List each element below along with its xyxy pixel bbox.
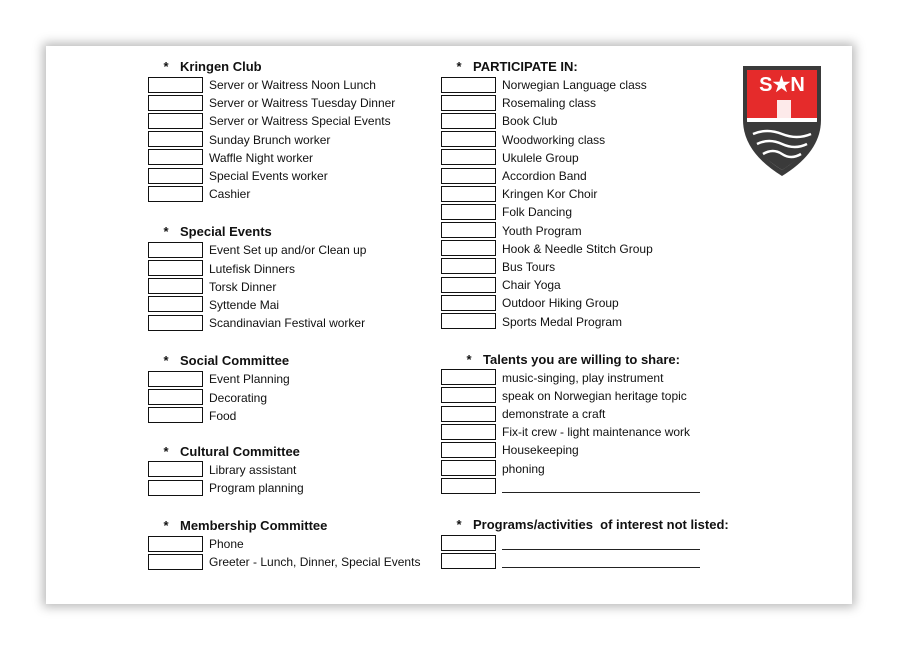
section-heading (148, 517, 448, 535)
checkbox-row (441, 552, 771, 570)
checkbox-row (441, 185, 771, 203)
option-label: Kringen Kor Choir (502, 187, 598, 202)
option-label: phoning (502, 461, 545, 476)
checkbox-row (148, 278, 448, 296)
checkbox[interactable] (148, 554, 203, 570)
section-title: Membership Committee (180, 518, 328, 534)
checkbox[interactable] (148, 168, 203, 184)
option-label: Woodworking class (502, 132, 606, 147)
option-label: Decorating (209, 390, 268, 405)
checkbox[interactable] (148, 95, 203, 111)
checkbox-row (441, 441, 771, 459)
checkbox-row (441, 405, 771, 423)
option-label: Chair Yoga (502, 278, 561, 293)
section-heading (148, 443, 448, 461)
option-label: Greeter - Lunch, Dinner, Special Events (209, 555, 421, 570)
option-label: Book Club (502, 114, 558, 129)
option-label: Server or Waitress Special Events (209, 114, 391, 129)
checkbox[interactable] (148, 480, 203, 496)
checkbox-row (441, 112, 771, 130)
checkbox[interactable] (441, 95, 496, 111)
checkbox-row (148, 149, 448, 167)
option-label: demonstrate a craft (502, 407, 606, 422)
checkbox-row (148, 314, 448, 332)
write-in-line[interactable] (502, 555, 700, 568)
section-title: Social Committee (180, 353, 290, 369)
asterisk: * (163, 443, 169, 459)
option-label: Youth Program (502, 223, 582, 238)
spacer (148, 425, 448, 443)
signup-form-sheet (46, 46, 852, 604)
checkbox[interactable] (148, 131, 203, 147)
option-label: Sports Medal Program (502, 314, 623, 329)
checkbox-row (148, 461, 448, 479)
checkbox-row (148, 112, 448, 130)
section-talents (441, 351, 771, 496)
checkbox[interactable] (441, 387, 496, 403)
option-label: Ukulele Group (502, 150, 579, 165)
option-label: Phone (209, 537, 244, 552)
section-cultural-committee (148, 443, 448, 497)
option-label: Syttende Mai (209, 297, 280, 312)
checkbox-row (148, 76, 448, 94)
checkbox[interactable] (441, 77, 496, 93)
spacer (441, 496, 771, 516)
checkbox-row (441, 423, 771, 441)
checkbox-row (441, 149, 771, 167)
checkbox-row (148, 94, 448, 112)
checkbox[interactable] (441, 149, 496, 165)
spacer (148, 203, 448, 223)
shield-waves (747, 122, 817, 170)
checkbox[interactable] (148, 77, 203, 93)
checkbox[interactable] (441, 240, 496, 256)
checkbox[interactable] (441, 168, 496, 184)
asterisk: * (456, 516, 462, 532)
option-label: Library assistant (209, 462, 297, 477)
checkbox-row (441, 222, 771, 240)
section-kringen-club (148, 58, 448, 203)
section-participate-in (441, 58, 771, 331)
checkbox[interactable] (441, 131, 496, 147)
checkbox-row (441, 478, 771, 496)
checkbox-row (441, 76, 771, 94)
ship-sail-icon (777, 100, 791, 118)
write-in-line[interactable] (502, 480, 700, 493)
asterisk: * (466, 351, 472, 367)
section-heading (148, 352, 448, 370)
spacer (148, 497, 448, 517)
checkbox-row (441, 131, 771, 149)
checkbox[interactable] (441, 222, 496, 238)
checkbox[interactable] (441, 186, 496, 202)
section-social-committee (148, 352, 448, 425)
asterisk: * (163, 518, 169, 534)
section-heading (148, 223, 448, 241)
checkbox-row (441, 240, 771, 258)
option-label: Accordion Band (502, 169, 587, 184)
checkbox[interactable] (441, 113, 496, 129)
option-label: Folk Dancing (502, 205, 573, 220)
option-label: Norwegian Language class (502, 78, 647, 93)
option-label: Server or Waitress Tuesday Dinner (209, 96, 396, 111)
checkbox-row (441, 167, 771, 185)
checkbox[interactable] (148, 242, 203, 258)
option-label: Cashier (209, 187, 251, 202)
checkbox[interactable] (441, 258, 496, 274)
section-title: Cultural Committee (180, 443, 300, 459)
section-heading (441, 58, 771, 76)
asterisk: * (456, 59, 462, 74)
option-label: Sunday Brunch worker (209, 132, 331, 147)
checkbox[interactable] (148, 278, 203, 294)
checkbox-row (148, 131, 448, 149)
checkbox[interactable] (148, 260, 203, 276)
option-label: Hook & Needle Stitch Group (502, 241, 653, 256)
section-heading (148, 58, 448, 76)
section-programs-not-listed (441, 516, 771, 570)
checkbox-row (148, 167, 448, 185)
checkbox[interactable] (148, 315, 203, 331)
right-column (441, 58, 771, 570)
option-label: music-singing, play instrument (502, 370, 664, 385)
checkbox-row (441, 258, 771, 276)
option-label: Torsk Dinner (209, 279, 277, 294)
checkbox-row (148, 388, 448, 406)
checkbox[interactable] (441, 442, 496, 458)
checkbox[interactable] (441, 295, 496, 311)
checkbox-row (441, 94, 771, 112)
checkbox-row (148, 241, 448, 259)
section-heading (441, 516, 771, 534)
checkbox-row (441, 203, 771, 221)
option-label: Housekeeping (502, 443, 579, 458)
asterisk: * (163, 59, 169, 74)
checkbox[interactable] (148, 186, 203, 202)
checkbox[interactable] (148, 389, 203, 405)
section-title: Talents you are willing to share: (483, 351, 680, 367)
checkbox-row (148, 479, 448, 497)
checkbox[interactable] (148, 461, 203, 477)
option-label: Scandinavian Festival worker (209, 316, 366, 331)
checkbox[interactable] (148, 149, 203, 165)
checkbox[interactable] (441, 553, 496, 569)
option-label: speak on Norwegian heritage topic (502, 388, 687, 403)
checkbox[interactable] (148, 113, 203, 129)
left-column (148, 58, 448, 572)
checkbox[interactable] (441, 406, 496, 422)
checkbox[interactable] (148, 407, 203, 423)
section-title: Special Events (180, 224, 272, 240)
option-label: Food (209, 408, 237, 423)
checkbox[interactable] (148, 371, 203, 387)
checkbox-row (148, 296, 448, 314)
option-label: Fix-it crew - light maintenance work (502, 425, 691, 440)
checkbox[interactable] (441, 478, 496, 494)
checkbox[interactable] (148, 536, 203, 552)
option-label: Bus Tours (502, 259, 556, 274)
option-label: Waffle Night worker (209, 150, 314, 165)
checkbox[interactable] (441, 535, 496, 551)
option-label: Outdoor Hiking Group (502, 296, 619, 311)
checkbox[interactable] (441, 460, 496, 476)
spacer (148, 332, 448, 352)
asterisk: * (163, 353, 169, 369)
asterisk: * (163, 224, 169, 240)
section-special-events (148, 223, 448, 332)
checkbox-row (148, 553, 448, 571)
option-label: Lutefisk Dinners (209, 261, 296, 276)
section-title: Kringen Club (180, 59, 262, 74)
sons-of-norway-logo (739, 60, 825, 178)
checkbox[interactable] (148, 296, 203, 312)
checkbox-row (441, 294, 771, 312)
section-title: PARTICIPATE IN: (473, 59, 578, 74)
checkbox-row (441, 369, 771, 387)
checkbox-row (441, 387, 771, 405)
section-membership-committee (148, 517, 448, 571)
write-in-line[interactable] (502, 537, 700, 550)
option-label: Event Planning (209, 372, 290, 387)
checkbox-row (148, 535, 448, 553)
checkbox-row (441, 312, 771, 330)
option-label: Program planning (209, 481, 304, 496)
option-label: Server or Waitress Noon Lunch (209, 78, 376, 93)
section-title: Programs/activities of interest not listed: (473, 516, 729, 532)
checkbox[interactable] (441, 424, 496, 440)
checkbox-row (441, 534, 771, 552)
logo-letters: S★N (759, 74, 805, 96)
checkbox-row (441, 276, 771, 294)
checkbox-row (148, 370, 448, 388)
checkbox[interactable] (441, 277, 496, 293)
spacer (441, 331, 771, 351)
checkbox[interactable] (441, 369, 496, 385)
checkbox-row (148, 260, 448, 278)
option-label: Event Set up and/or Clean up (209, 243, 367, 258)
checkbox[interactable] (441, 204, 496, 220)
option-label: Rosemaling class (502, 96, 597, 111)
checkbox[interactable] (441, 313, 496, 329)
checkbox-row (148, 407, 448, 425)
checkbox-row (148, 185, 448, 203)
checkbox-row (441, 460, 771, 478)
option-label: Special Events worker (209, 169, 328, 184)
section-heading (441, 351, 771, 369)
